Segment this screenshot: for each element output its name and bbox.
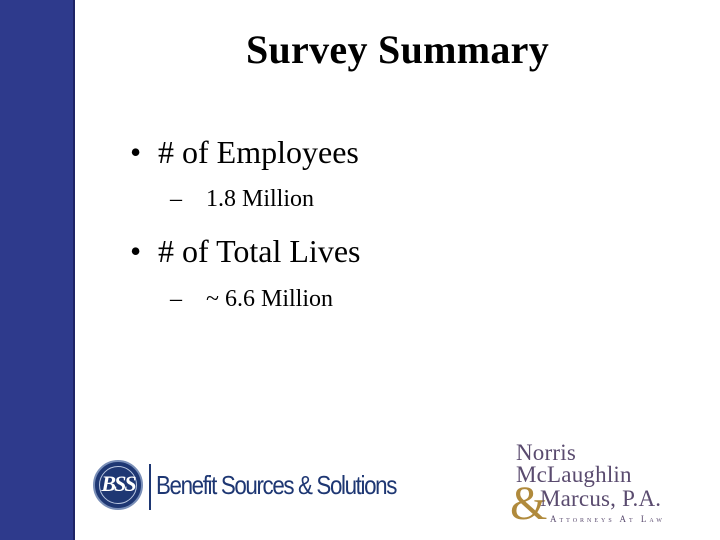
sub-text: ~ 6.6 Million: [206, 286, 333, 312]
nmm-tagline: Attorneys At Law: [550, 514, 665, 524]
bss-logo: [93, 460, 397, 514]
bullet-marker: •: [130, 233, 142, 269]
nmm-ampersand: &: [510, 477, 548, 530]
bss-seal-letters: BSS: [101, 471, 135, 496]
sub-bullet-total-lives: [170, 286, 333, 313]
bullet-total-lives: [130, 233, 360, 270]
bullet-text: # of Employees: [158, 134, 359, 170]
bullet-employees: [130, 134, 359, 171]
sub-marker: –: [170, 286, 182, 312]
nmm-line-norris: Norris: [516, 440, 576, 465]
slide-title: Survey Summary: [245, 27, 550, 72]
nmm-line-marcus: Marcus, P.A.: [540, 486, 662, 511]
bss-seal-icon: [93, 460, 143, 510]
sidebar-band: [0, 0, 75, 540]
sub-marker: –: [170, 186, 182, 212]
bss-company-name: Benefit Sources & Solutions: [156, 470, 397, 500]
nmm-line-mclaughlin: McLaughlin: [516, 462, 632, 487]
sub-bullet-employees: [170, 186, 314, 213]
bullet-marker: •: [130, 134, 142, 170]
bss-divider: [149, 464, 151, 510]
nmm-logo: [510, 440, 710, 530]
bullet-text: # of Total Lives: [158, 233, 361, 269]
sub-text: 1.8 Million: [206, 186, 315, 212]
